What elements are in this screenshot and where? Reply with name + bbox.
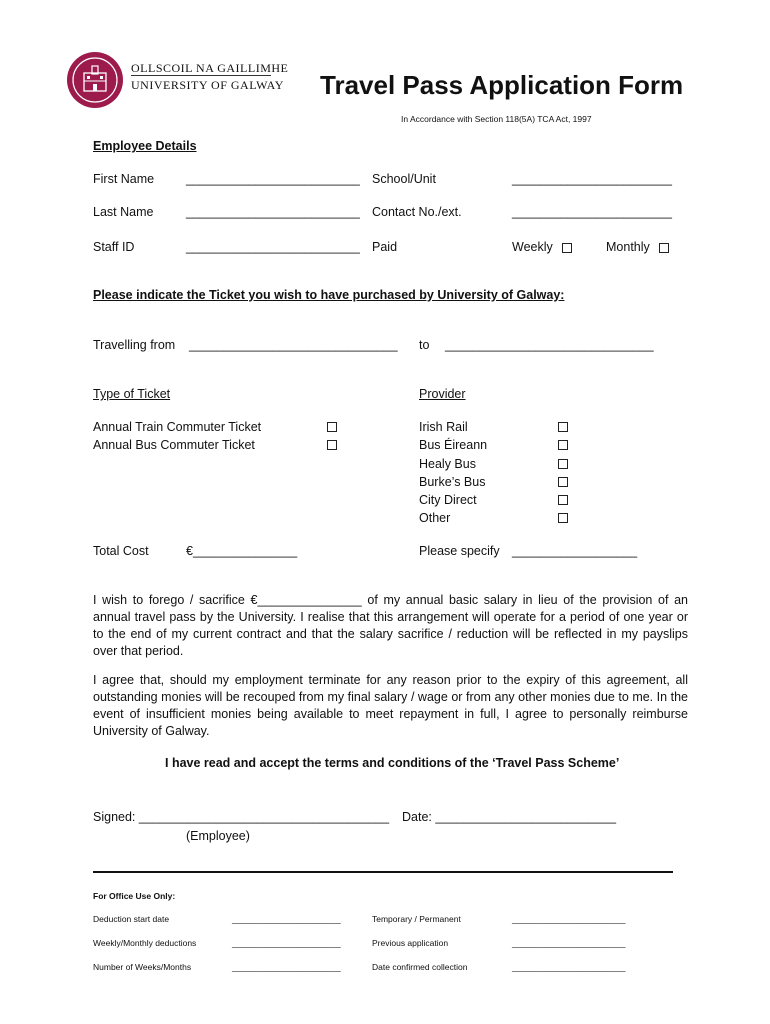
accept-terms-statement: I have read and accept the terms and conditions of the ‘Travel Pass Scheme’ [165, 756, 620, 770]
logo-name-english: UNIVERSITY OF GALWAY [131, 78, 284, 92]
monthly-label: Monthly [606, 240, 650, 254]
monthly-option[interactable] [606, 240, 669, 254]
total-cost-label: Total Cost [93, 544, 149, 558]
logo-divider [131, 75, 271, 76]
date-confirmed-collection-field[interactable]: ________________________ [512, 962, 626, 972]
temporary-permanent-field[interactable]: ________________________ [512, 914, 626, 924]
page-subtitle: In Accordance with Section 118(5A) TCA Act, 1997 [401, 114, 592, 124]
to-label: to [419, 338, 430, 352]
staff-id-label: Staff ID [93, 240, 135, 254]
signed-field[interactable]: Signed: ____________________________________ [93, 810, 390, 824]
monthly-checkbox[interactable] [659, 243, 669, 253]
provider-irish-rail-checkbox[interactable] [558, 422, 568, 432]
date-field[interactable]: Date: __________________________ [402, 810, 617, 824]
ticket-type-train-checkbox[interactable] [327, 422, 337, 432]
number-weeks-months-field[interactable]: _______________________ [232, 962, 341, 972]
weekly-checkbox[interactable] [562, 243, 572, 253]
school-unit-field[interactable]: _______________________ [512, 172, 672, 186]
office-use-heading: For Office Use Only: [93, 891, 176, 901]
provider-healy-bus-label: Healy Bus [419, 457, 476, 471]
previous-application-label: Previous application [372, 938, 449, 948]
staff-id-field[interactable]: _________________________ [186, 240, 360, 254]
contact-label: Contact No./ext. [372, 205, 462, 219]
deduction-start-date-label: Deduction start date [93, 914, 170, 924]
last-name-label: Last Name [93, 205, 154, 219]
type-of-ticket-heading: Type of Ticket [93, 387, 171, 401]
ticket-instruction: Please indicate the Ticket you wish to have purchased by University of Galway: [93, 288, 565, 302]
provider-other-checkbox[interactable] [558, 513, 568, 523]
provider-bus-eireann-checkbox[interactable] [558, 440, 568, 450]
provider-burkes-bus-label: Burke’s Bus [419, 475, 486, 489]
provider-heading: Provider [419, 387, 466, 401]
provider-healy-bus-checkbox[interactable] [558, 459, 568, 469]
employee-caption: (Employee) [186, 829, 250, 843]
to-field[interactable]: ______________________________ [445, 338, 654, 352]
total-cost-field[interactable]: €_______________ [186, 544, 298, 558]
travelling-from-label: Travelling from [93, 338, 176, 352]
please-specify-label: Please specify [419, 544, 500, 558]
temporary-permanent-label: Temporary / Permanent [372, 914, 461, 924]
weekly-monthly-deductions-label: Weekly/Monthly deductions [93, 938, 197, 948]
first-name-label: First Name [93, 172, 155, 186]
school-unit-label: School/Unit [372, 172, 436, 186]
provider-city-direct-label: City Direct [419, 493, 477, 507]
please-specify-field[interactable]: __________________ [512, 544, 638, 558]
termination-paragraph: I agree that, should my employment terminate for any reason prior to the expiry of this agreement, all outstanding monies will be recouped from my final salary / wage or from any other monies due to me. In the event of insufficient monies being available to meet repayment in full, I agree to personally reimburse University of Galway. [93, 673, 688, 738]
provider-other-label: Other [419, 511, 451, 525]
university-logo [66, 51, 124, 114]
deduction-start-date-field[interactable]: _______________________ [232, 914, 341, 924]
number-weeks-months-label: Number of Weeks/Months [93, 962, 192, 972]
weekly-option[interactable] [512, 240, 572, 254]
contact-field[interactable]: _______________________ [512, 205, 672, 219]
ticket-type-bus-label: Annual Bus Commuter Ticket [93, 438, 255, 452]
date-confirmed-collection-label: Date confirmed collection [372, 962, 468, 972]
weekly-label: Weekly [512, 240, 553, 254]
last-name-field[interactable]: _________________________ [186, 205, 360, 219]
weekly-monthly-deductions-field[interactable]: _______________________ [232, 938, 341, 948]
employee-details-heading: Employee Details [93, 139, 197, 153]
salary-sacrifice-paragraph: I wish to forego / sacrifice €_______________ of my annual basic salary in lieu of the provision of an annual travel pass by the University. I realise that this arrangement will operate for a period of one year or to the end of my current contract and that the salary sacrifice / reduction will be reflected in my payslips over that period. [93, 593, 688, 658]
ticket-type-bus-checkbox[interactable] [327, 440, 337, 450]
logo-name-irish: OLLSCOIL NA GAILLIMHE [131, 61, 289, 75]
provider-city-direct-checkbox[interactable] [558, 495, 568, 505]
office-divider [93, 871, 673, 873]
page-title: Travel Pass Application Form [320, 70, 684, 100]
previous-application-field[interactable]: ________________________ [512, 938, 626, 948]
provider-burkes-bus-checkbox[interactable] [558, 477, 568, 487]
first-name-field[interactable]: _________________________ [186, 172, 360, 186]
provider-irish-rail-label: Irish Rail [419, 420, 468, 434]
paid-label: Paid [372, 240, 398, 254]
ticket-type-train-label: Annual Train Commuter Ticket [93, 420, 262, 434]
provider-bus-eireann-label: Bus Éireann [419, 438, 488, 452]
travelling-from-field[interactable]: ______________________________ [189, 338, 398, 352]
